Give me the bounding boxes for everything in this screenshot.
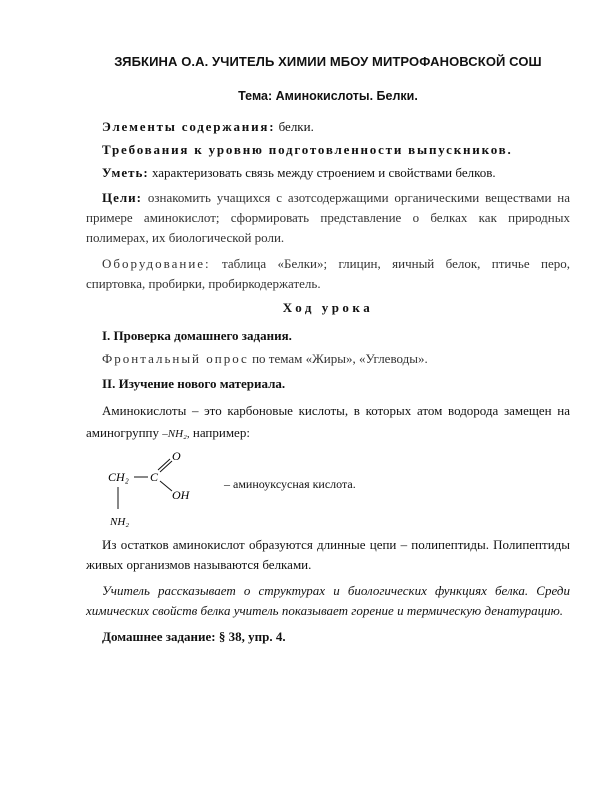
amino-group-formula: –NH₂, (162, 428, 190, 440)
equipment-label: Оборудование: (102, 256, 211, 271)
teacher-note-paragraph: Учитель рассказывает о структурах и биологических функциях белка. Среди химических свойств белка учитель показывает горение и термическую денатурацию. (86, 583, 570, 618)
glycine-structure-diagram (104, 447, 214, 529)
formula-c: C (150, 470, 159, 484)
content-elements-value: белки. (275, 119, 314, 134)
skills-line (86, 165, 570, 181)
definition-start: Аминокислоты – это карбоновые кислоты, в которых атом водорода замещен на аминогруппу (86, 403, 570, 440)
section1-line (86, 351, 570, 367)
content-elements-label: Элементы содержания: (102, 119, 276, 134)
goals-paragraph (86, 188, 570, 248)
requirements-label: Требования к уровню подготовленности выпускников. (102, 142, 513, 157)
polypeptides-paragraph: Из остатков аминокислот образуются длинные цепи – полипептиды. Полипептиды живых организмов называются белками. (86, 537, 570, 572)
definition-end: например: (189, 425, 250, 440)
section1-title: I. Проверка домашнего задания. (102, 328, 292, 343)
formula-o: O (172, 449, 181, 463)
lesson-heading: Ход урока (282, 300, 374, 315)
formula-nh2: NH₂ (110, 516, 130, 528)
frontal-survey-label: Фронтальный опрос (102, 351, 249, 366)
content-elements-line (86, 119, 570, 135)
lesson-topic: Тема: Аминокислоты. Белки. (238, 89, 418, 103)
document-page (86, 54, 570, 652)
definition-paragraph (86, 400, 570, 445)
aminoacetic-acid-formula (86, 447, 570, 529)
homework-line: Домашнее задание: § 38, упр. 4. (102, 629, 286, 644)
section2-title: II. Изучение нового материала. (102, 376, 286, 391)
requirements-line (86, 142, 570, 158)
equipment-paragraph (86, 254, 570, 294)
frontal-survey-value: по темам «Жиры», «Углеводы». (248, 351, 428, 366)
formula-ch2: CH₂ (108, 470, 129, 484)
goals-label: Цели: (102, 190, 142, 205)
skills-label: Уметь: (102, 165, 149, 180)
equipment-value: таблица «Белки»; глицин, яичный белок, птичье перо, спиртовка, пробирки, пробиркодержатель. (86, 256, 570, 291)
skills-value: характеризовать связь между строением и свойствами белков. (148, 165, 496, 180)
author-header: ЗЯБКИНА О.А. УЧИТЕЛЬ ХИМИИ МБОУ МИТРОФАНОВСКОЙ СОШ (114, 54, 542, 69)
formula-caption: – аминоуксусная кислота. (224, 477, 356, 491)
formula-oh: OH (172, 488, 190, 502)
goals-value: ознакомить учащихся с азотсодержащими органическими веществами на примере аминокислот; сформировать представление о белках как природных полимерах, их биологической роли. (86, 190, 570, 245)
